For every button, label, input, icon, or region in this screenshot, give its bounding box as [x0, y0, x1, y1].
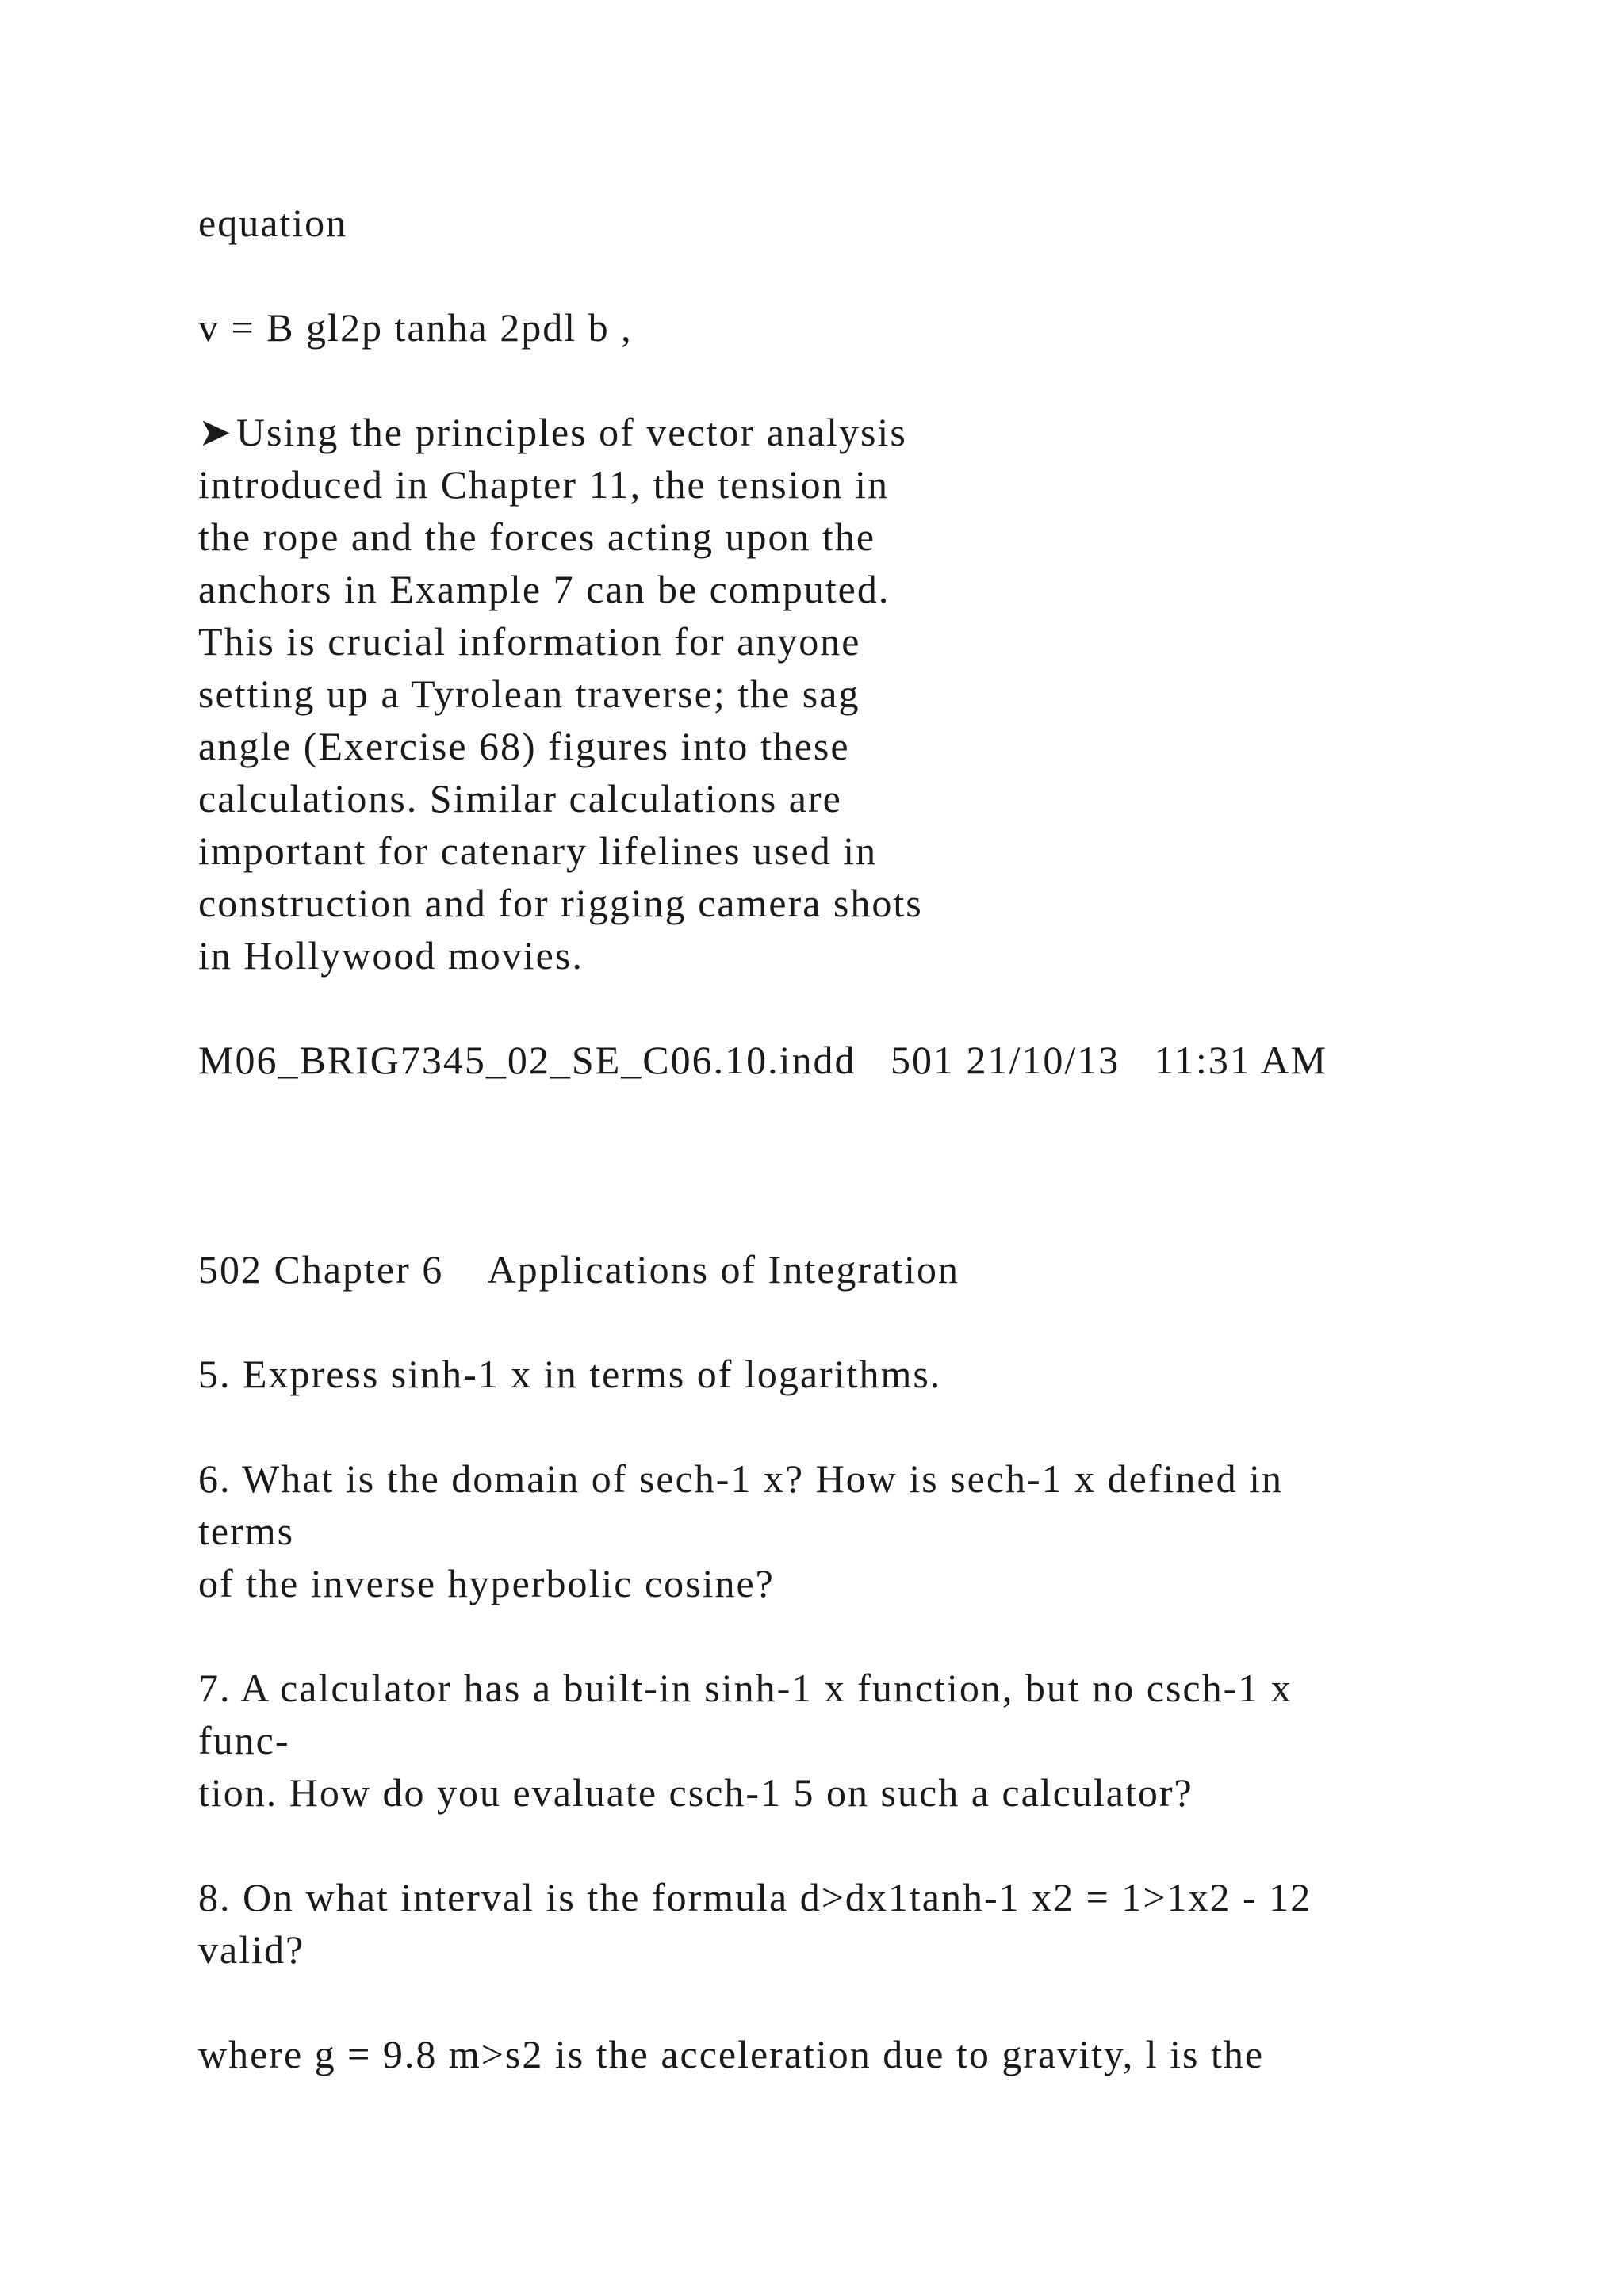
exercise-6-line: terms — [198, 1509, 295, 1553]
arrow-bullet-icon: ➤ — [198, 410, 233, 454]
note-line: calculations. Similar calculations are — [198, 776, 842, 821]
exercise-5: 5. Express sinh-1 x in terms of logarithms. — [198, 1352, 942, 1396]
note-line: anchors in Example 7 can be computed. — [198, 567, 891, 611]
note-line: construction and for rigging camera shots — [198, 881, 923, 925]
note-line: This is crucial information for anyone — [198, 619, 861, 664]
note-line: important for catenary lifelines used in — [198, 828, 878, 873]
print-slug: M06_BRIG7345_02_SE_C06.10.indd 501 21/10/13 11:31 AM — [198, 1038, 1328, 1082]
body-text-line: where g = 9.8 m>s2 is the acceleration due to gravity, l is the — [198, 2032, 1265, 2076]
note-line: setting up a Tyrolean traverse; the sag — [198, 672, 860, 716]
note-line: ➤Using the principles of vector analysis — [198, 406, 907, 458]
note-line: in Hollywood movies. — [198, 933, 584, 978]
exercise-7-line: 7. A calculator has a built-in sinh-1 x function, but no csch-1 x — [198, 1666, 1293, 1710]
exercise-7-line: func- — [198, 1718, 290, 1762]
exercise-6-line: 6. What is the domain of sech-1 x? How is sech-1 x defined in — [198, 1456, 1283, 1501]
running-header: 502 Chapter 6 Applications of Integration — [198, 1247, 960, 1292]
exercise-8-line: valid? — [198, 1927, 305, 1972]
note-line: introduced in Chapter 11, the tension in — [198, 462, 890, 507]
note-line: angle (Exercise 68) figures into these — [198, 724, 850, 768]
exercise-8-line: 8. On what interval is the formula d>dx1tanh-1 x2 = 1>1x2 - 12 — [198, 1875, 1312, 1919]
exercise-6-line: of the inverse hyperbolic cosine? — [198, 1561, 775, 1605]
exercise-7-line: tion. How do you evaluate csch-1 5 on such a calculator? — [198, 1770, 1193, 1815]
equation-label: equation — [198, 201, 348, 245]
velocity-formula: v = B gl2p tanha 2pdl b , — [198, 305, 633, 350]
note-line: the rope and the forces acting upon the — [198, 515, 876, 559]
